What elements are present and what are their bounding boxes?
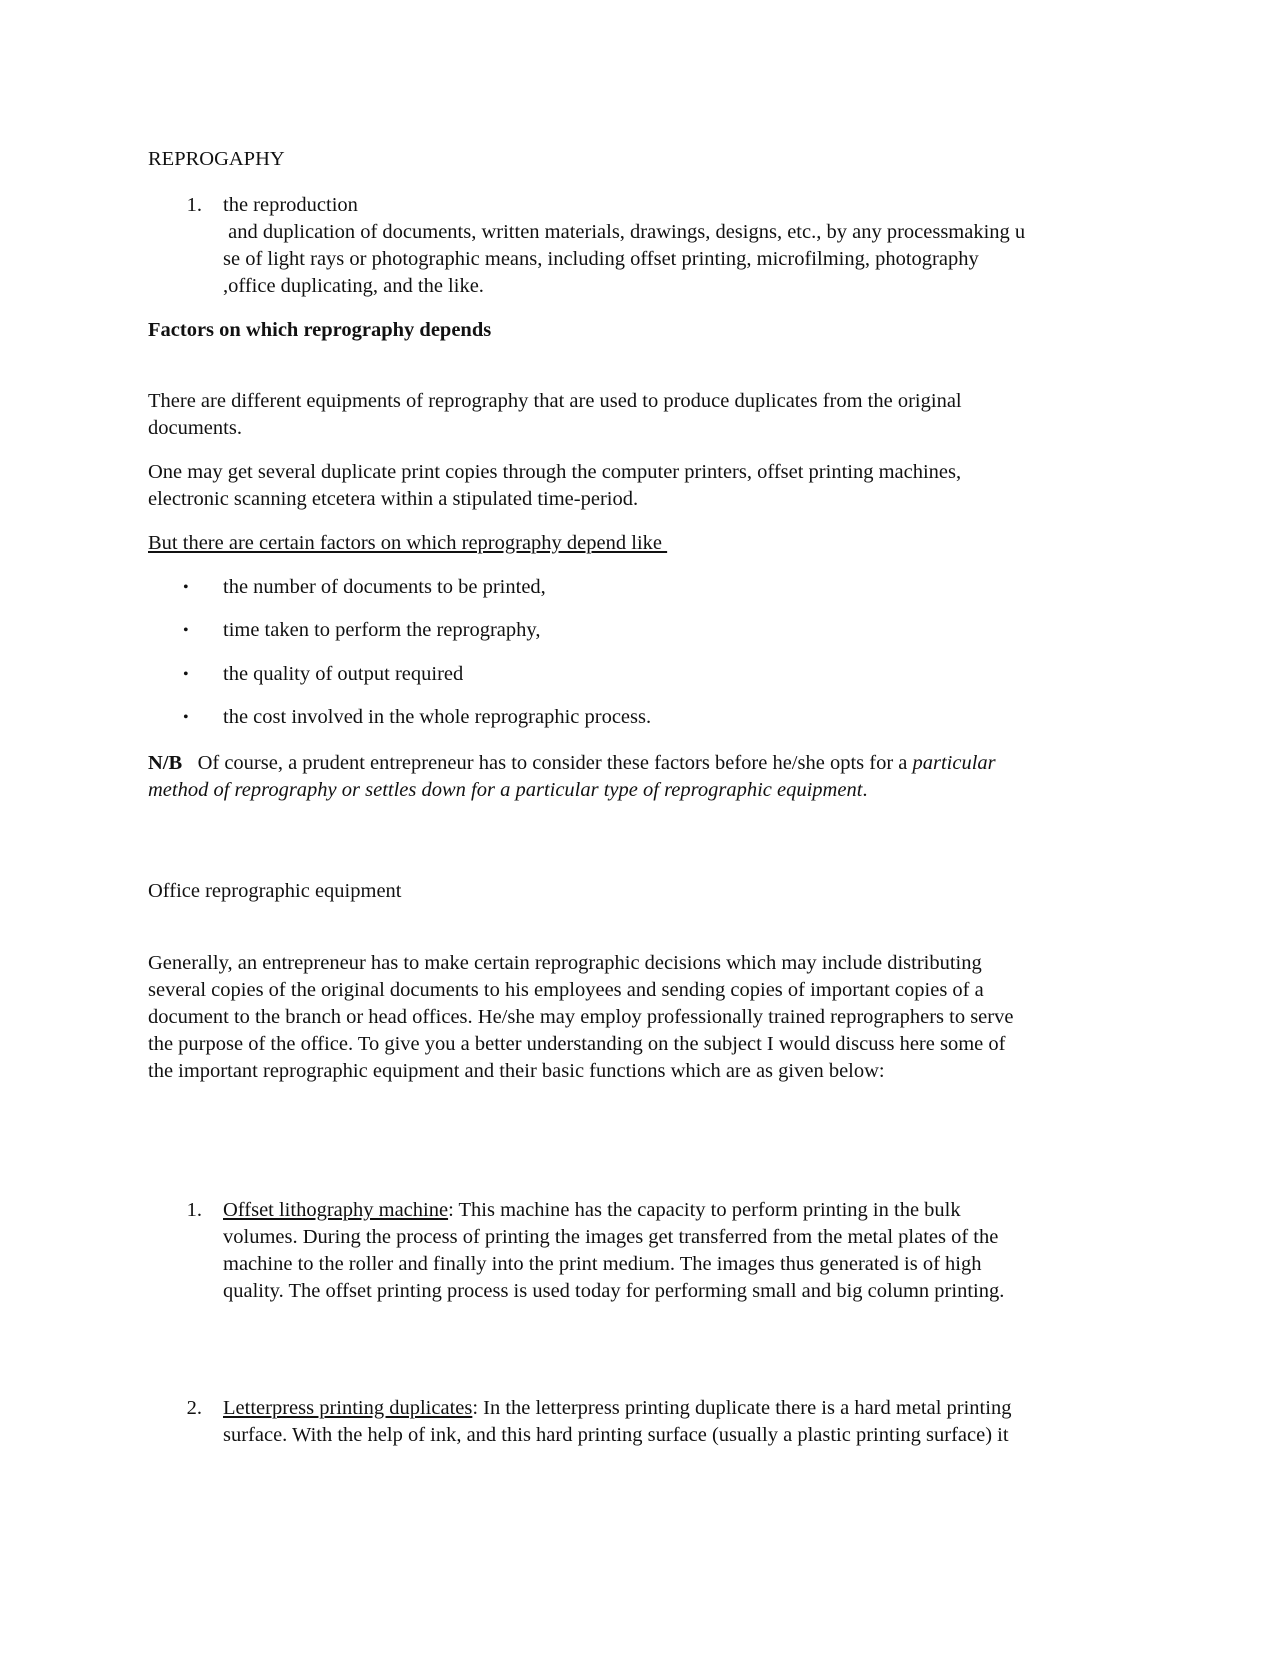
paragraph-line: documents. (148, 417, 242, 439)
bullet-marker: • (183, 622, 189, 639)
equipment-line (223, 1395, 1011, 1422)
definition-number: 1. (186, 194, 202, 216)
paragraph-line: Generally, an entrepreneur has to make certain reprographic decisions which may include distributing (148, 952, 982, 974)
equipment-line (223, 1197, 1004, 1224)
paragraph-decisions (148, 950, 1013, 1085)
equipment-desc: : In the letterpress printing duplicate there is a hard metal printing (472, 1397, 1012, 1419)
paragraph-copies (148, 459, 961, 513)
equipment-line: quality. The offset printing process is used today for performing small and big column printing. (223, 1280, 1005, 1302)
equipment-number: 2. (186, 1397, 202, 1419)
definition-line: and duplication of documents, written materials, drawings, designs, etc., by any processmaking u (223, 221, 1026, 243)
factors-heading: Factors on which reprography depends (148, 319, 492, 341)
paragraph-line: document to the branch or head offices. He/she may employ professionally trained reprographers to serve (148, 1006, 1014, 1028)
bullet-marker: • (183, 579, 189, 596)
definition-line: ,office duplicating, and the like. (223, 275, 484, 297)
paragraph-line: There are different equipments of reprography that are used to produce duplicates from the original (148, 390, 962, 412)
paragraph-line: the important reprographic equipment and their basic functions which are as given below: (148, 1060, 885, 1082)
document-title: REPROGAPHY (148, 148, 285, 170)
paragraph-line: the purpose of the office. To give you a better understanding on the subject I would discuss here some of (148, 1033, 1006, 1055)
nb-note (148, 750, 996, 804)
paragraph-equipments (148, 388, 962, 442)
equipment-desc: : This machine has the capacity to perform printing in the bulk (448, 1199, 961, 1221)
equipment-name: Letterpress printing duplicates (223, 1397, 473, 1419)
factor-item: the quality of output required (223, 663, 464, 685)
nb-text: Of course, a prudent entrepreneur has to consider these factors before he/she opts for a (197, 752, 913, 774)
equipment-name: Offset lithography machine (223, 1199, 449, 1221)
equipment-letterpress (223, 1395, 1011, 1449)
factor-item: the cost involved in the whole reprographic process. (223, 706, 652, 728)
paragraph-line: several copies of the original documents to his employees and sending copies of important copies of a (148, 979, 984, 1001)
bullet-marker: • (183, 666, 189, 683)
factors-intro: But there are certain factors on which reprography depend like (148, 532, 668, 554)
equipment-line: surface. With the help of ink, and this hard printing surface (usually a plastic printing surface) it (223, 1424, 1009, 1446)
equipment-line: machine to the roller and finally into the print medium. The images thus generated is of high (223, 1253, 982, 1275)
nb-line (148, 750, 996, 777)
nb-line (148, 777, 996, 804)
factor-item: the number of documents to be printed, (223, 576, 546, 598)
bullet-marker: • (183, 709, 189, 726)
definition-line: the reproduction (223, 194, 358, 216)
factor-item: time taken to perform the reprography, (223, 619, 541, 641)
paragraph-line: One may get several duplicate print copies through the computer printers, offset printing machines, (148, 461, 962, 483)
paragraph-line: electronic scanning etcetera within a stipulated time-period. (148, 488, 639, 510)
nb-italic: method of reprography or settles down for a particular type of reprographic equipment (148, 779, 863, 801)
nb-label: N/B (148, 752, 183, 774)
definition-text (223, 192, 1025, 300)
nb-end: . (862, 779, 868, 801)
equipment-line: volumes. During the process of printing the images get transferred from the metal plates of the (223, 1226, 999, 1248)
definition-line: se of light rays or photographic means, including offset printing, microfilming, photography (223, 248, 979, 270)
nb-italic: particular (912, 752, 996, 774)
equipment-offset (223, 1197, 1004, 1305)
office-heading: Office reprographic equipment (148, 880, 402, 902)
equipment-number: 1. (186, 1199, 202, 1221)
